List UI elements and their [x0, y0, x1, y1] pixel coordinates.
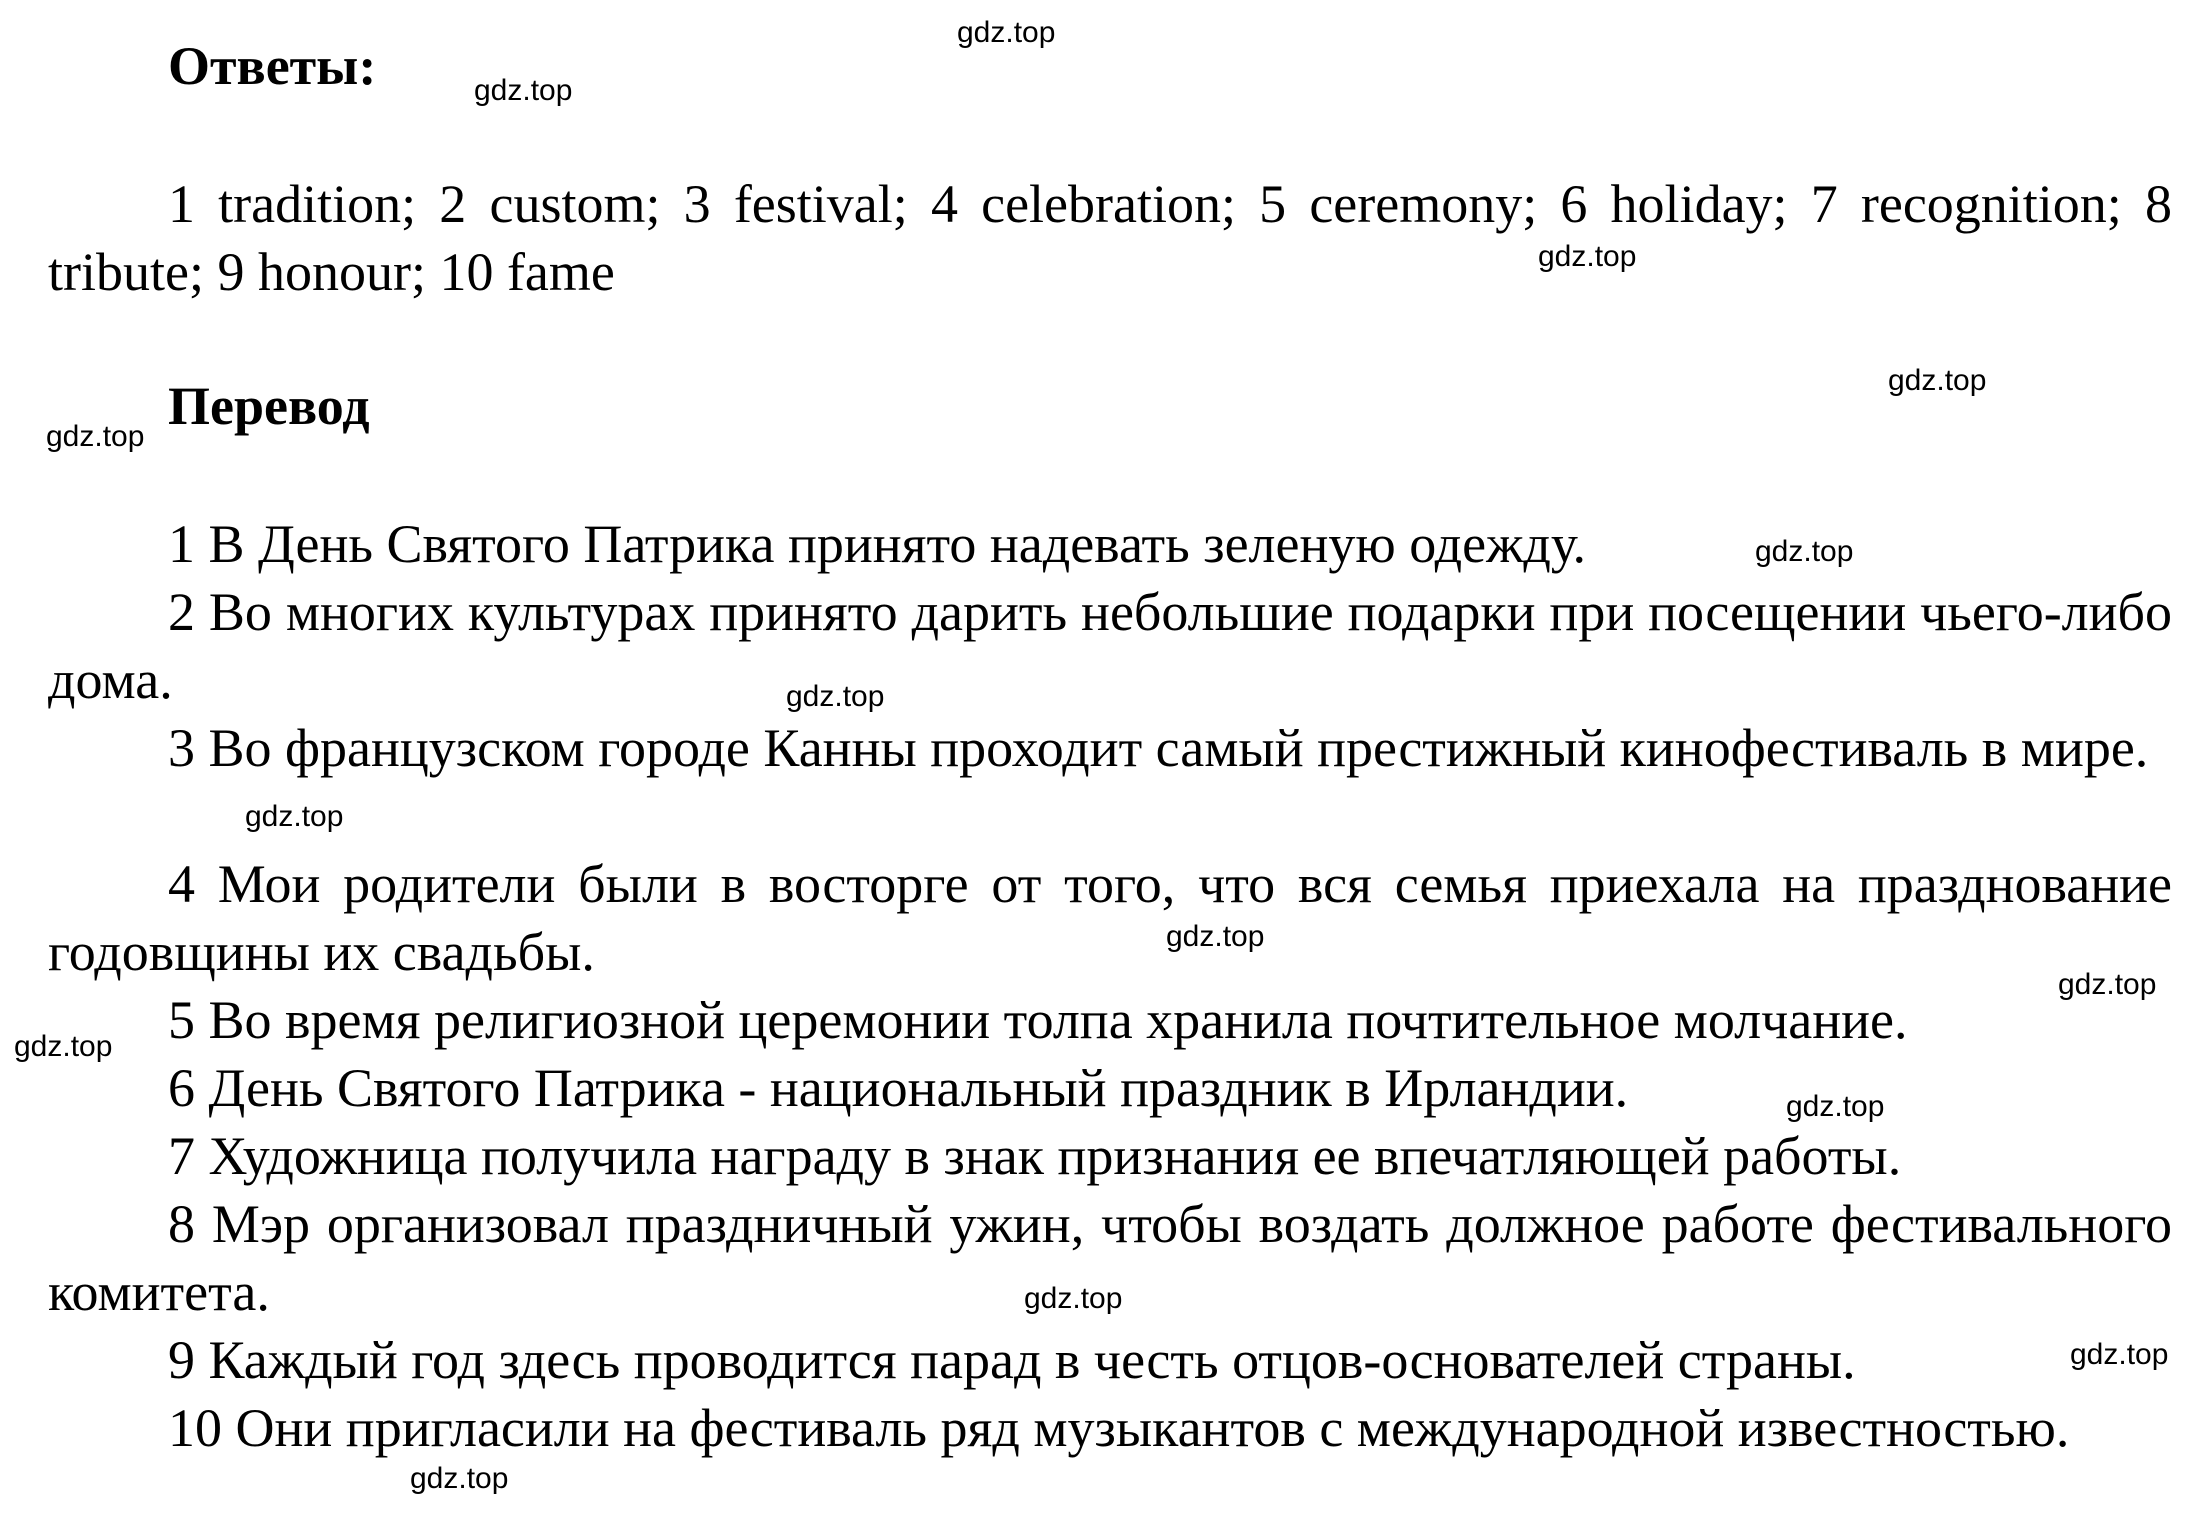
translation-item-2: 2 Во многих культурах принято дарить небольшие подарки при посещении чьего-либо дома. — [48, 582, 2172, 710]
watermark: gdz.top — [474, 74, 573, 107]
answers-text: 1 tradition; 2 custom; 3 festival; 4 celebration; 5 ceremony; 6 holiday; 7 recognition; 8 tribute; 9 honour; 10 fame — [48, 174, 2172, 302]
watermark: gdz.top — [957, 16, 1056, 49]
translation-item-3: 3 Во французском городе Канны проходит самый престижный кинофестиваль в мире. — [168, 718, 2149, 778]
translation-heading: Перевод — [168, 376, 370, 436]
translation-item-1: 1 В День Святого Патрика принято надевать зеленую одежду. — [168, 514, 1586, 574]
watermark: gdz.top — [14, 1030, 113, 1063]
translation-item-4: 4 Мои родители были в восторге от того, что вся семья приехала на празднование годовщины их свадьбы. — [48, 854, 2172, 982]
watermark: gdz.top — [2070, 1338, 2169, 1371]
watermark: gdz.top — [1888, 364, 1987, 397]
watermark: gdz.top — [1755, 535, 1854, 568]
watermark: gdz.top — [410, 1462, 509, 1495]
watermark: gdz.top — [245, 800, 344, 833]
translation-item-7: 7 Художница получила награду в знак признания ее впечатляющей работы. — [168, 1126, 1902, 1186]
watermark: gdz.top — [786, 680, 885, 713]
watermark: gdz.top — [1786, 1090, 1885, 1123]
translation-item-8: 8 Мэр организовал праздничный ужин, чтобы воздать должное работе фестивального комитета. — [48, 1194, 2172, 1322]
watermark: gdz.top — [46, 420, 145, 453]
watermark: gdz.top — [2058, 968, 2157, 1001]
translation-item-10: 10 Они пригласили на фестиваль ряд музыкантов с международной известностью. — [168, 1398, 2070, 1458]
translation-item-6: 6 День Святого Патрика - национальный праздник в Ирландии. — [168, 1058, 1629, 1118]
watermark: gdz.top — [1538, 240, 1637, 273]
translation-item-5: 5 Во время религиозной церемонии толпа хранила почтительное молчание. — [168, 990, 1908, 1050]
answers-heading: Ответы: — [168, 36, 377, 96]
translation-item-9: 9 Каждый год здесь проводится парад в честь отцов-основателей страны. — [168, 1330, 1856, 1390]
watermark: gdz.top — [1166, 920, 1265, 953]
watermark: gdz.top — [1024, 1282, 1123, 1315]
